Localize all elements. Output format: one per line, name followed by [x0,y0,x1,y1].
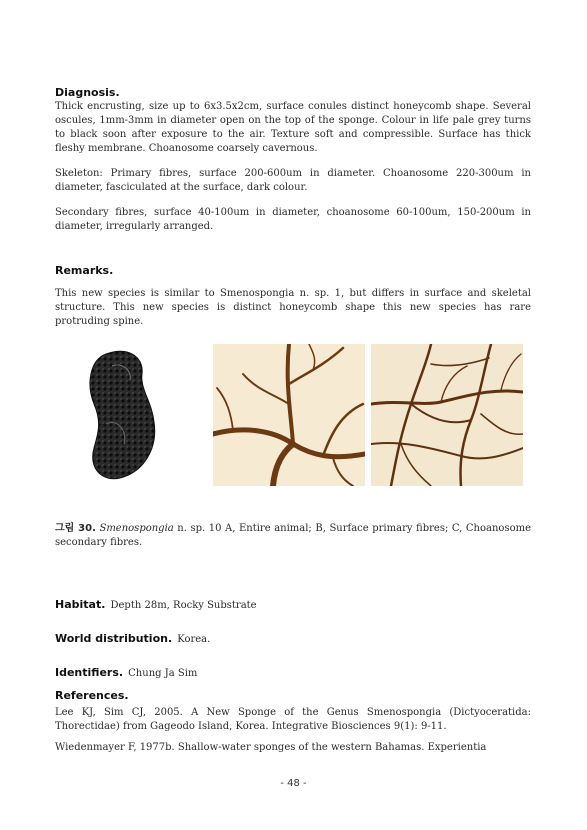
primary-fibres-image [213,344,365,486]
distribution-text: Korea. [177,634,211,645]
figure-genus: Smenospongia [99,523,174,534]
figure-b-primary-fibres [213,344,365,486]
sponge-specimen-image [72,344,170,486]
diagnosis-paragraph-3: Secondary fibres, surface 40-100um in diameter, choanosome 60-100um, 150-200um in diameter, irregularly arranged. [55,207,531,232]
habitat-label: Habitat. [55,598,106,611]
figure-number: 그림 30. [55,523,96,534]
distribution-line [55,627,531,646]
identifiers-text: Chung Ja Sim [128,668,198,679]
identifiers-label: Identifiers. [55,666,124,679]
diagnosis-paragraph-2: Skeleton: Primary fibres, surface 200-600um in diameter. Choanosome 220-300um in diameter, fasciculated at the surface, dark colour. [55,168,531,193]
secondary-fibres-image [371,344,523,486]
habitat-text: Depth 28m, Rocky Substrate [110,600,257,611]
reference-2: Wiedenmayer F, 1977b. Shallow-water sponges of the western Bahamas. Experientia [55,742,487,753]
figure-caption-text: n. sp. 10 A, Entire animal; B, Surface primary fibres; C, Choanosome secondary fibres. [55,523,531,548]
reference-1: Lee KJ, Sim CJ, 2005. A New Sponge of the Genus Smenospongia (Dictyoceratida: Thorectidae) from Gageodo Island, Korea. Integrative Biosciences 9(1): 9-11. [55,707,531,732]
identifiers-line [55,661,531,680]
diagnosis-heading: Diagnosis. [55,86,120,99]
figure-a-entire-animal [72,344,170,486]
diagnosis-paragraph-1: Thick encrusting, size up to 6x3.5x2cm, surface conules distinct honeycomb shape. Several oscules, 1mm-3mm in diameter open on the top of the sponge. Colour in life pale grey turns to black soon after exposure to the air. Texture soft and compressible. Surface has thick fleshy membrane. Choanosome coarsely cavernous. [55,101,531,154]
page-number: - 48 - [280,778,307,789]
references-heading: References. [55,689,129,702]
remarks-paragraph: This new species is similar to Smenospongia n. sp. 1, but differs in surface and skeletal structure. This new species is distinct honeycomb shape this new species has rare protruding spine. [55,288,531,327]
remarks-heading: Remarks. [55,264,114,277]
figure-caption [55,522,531,550]
figure-c-secondary-fibres [371,344,523,486]
habitat-line [55,593,531,612]
distribution-label: World distribution. [55,632,173,645]
